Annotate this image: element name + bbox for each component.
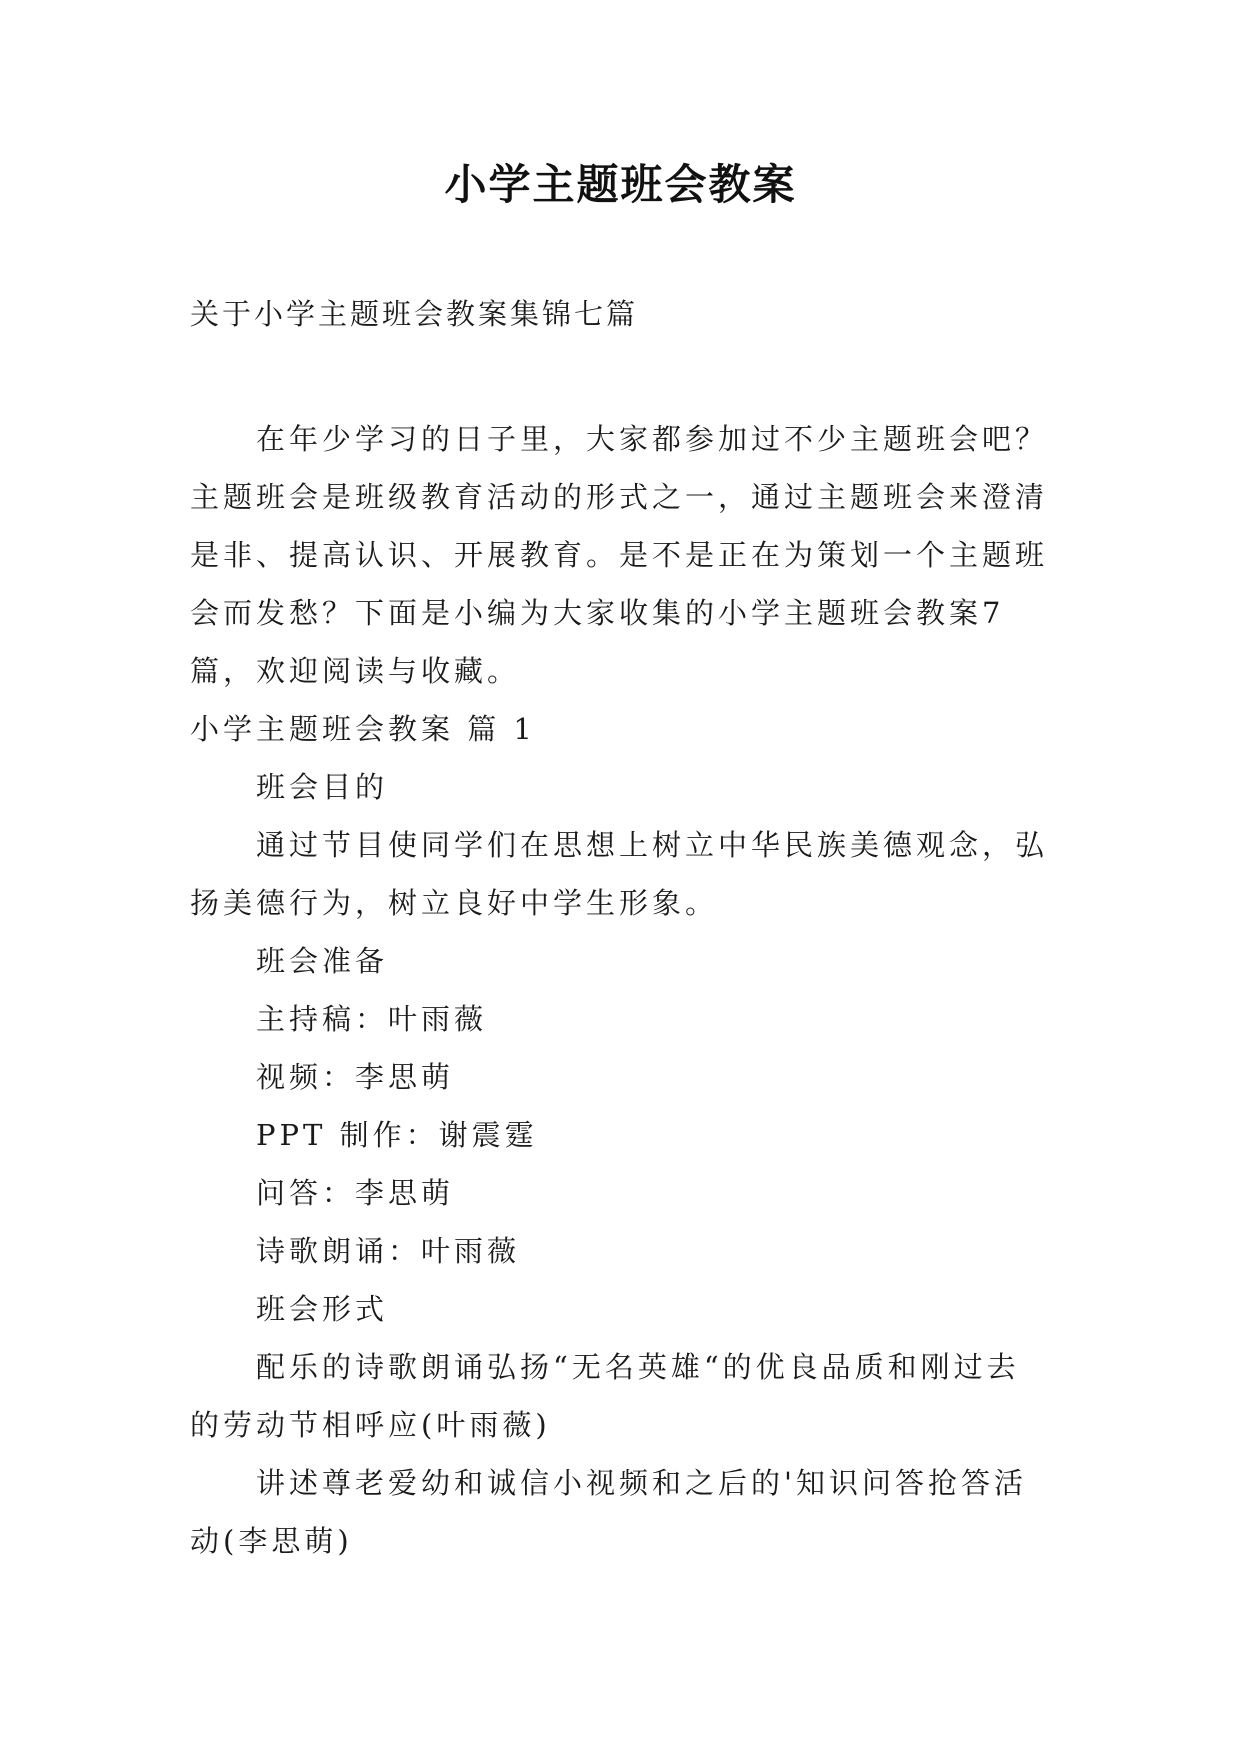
- paragraph-purpose-heading: 班会目的: [256, 770, 389, 804]
- document-title: 小学主题班会教案: [444, 160, 797, 209]
- paragraph-poetry: 诗歌朗诵：叶雨薇: [256, 1234, 521, 1268]
- document-body: [190, 410, 1050, 1570]
- paragraph-preparation-heading: 班会准备: [256, 944, 389, 978]
- paragraph-qa: 问答：李思萌: [256, 1176, 455, 1210]
- paragraph-format-1: 配乐的诗歌朗诵弘扬“无名英雄“的优良品质和刚过去的劳动节相呼应(叶雨薇): [190, 1350, 1020, 1442]
- paragraph-purpose: 通过节目使同学们在思想上树立中华民族美德观念，弘扬美德行为，树立良好中学生形象。: [190, 828, 1049, 920]
- paragraph-host-script: 主持稿：叶雨薇: [256, 1002, 488, 1036]
- paragraph-video: 视频：李思萌: [256, 1060, 455, 1094]
- intro-paragraph: 在年少学习的日子里，大家都参加过不少主题班会吧？主题班会是班级教育活动的形式之一，通过主题班会来澄清是非、提高认识、开展教育。是不是正在为策划一个主题班会而发愁？下面是小编为大家收集的小学主题班会教案7篇，欢迎阅读与收藏。: [190, 422, 1049, 688]
- paragraph-format-2: 讲述尊老爱幼和诚信小视频和之后的'知识问答抢答活动(李思萌): [190, 1466, 1027, 1558]
- document-subtitle: 关于小学主题班会教案集锦七篇: [190, 297, 639, 331]
- section-heading: 小学主题班会教案 篇 1: [190, 712, 536, 746]
- paragraph-ppt: PPT 制作：谢震霆: [256, 1118, 538, 1152]
- paragraph-format-heading: 班会形式: [256, 1292, 389, 1326]
